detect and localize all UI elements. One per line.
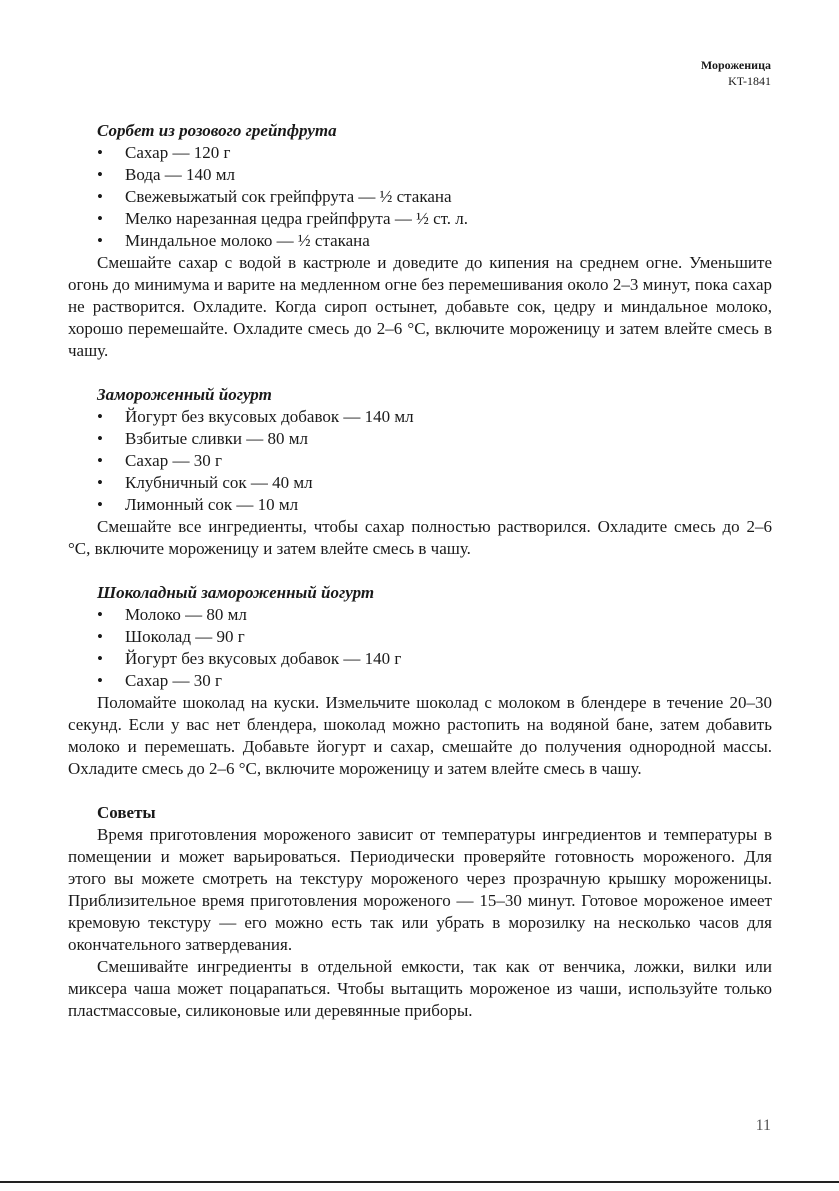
ingredient-item: • Клубничный сок — 40 мл [97,473,313,492]
ingredient-item: • Лимонный сок — 10 мл [97,495,299,514]
bullet-icon: • [97,429,103,448]
tips-paragraph: Время приготовления мороженого зависит от температуры ингредиентов и температуры в помещении и может варьироваться. Периодически проверяйте готовность мороженого. Для этого вы можете смотреть на текстуру мороженого через прозрачную крышку мороженицы. Приблизительное время приготовления мороженого — 15–30 минут. Готовое мороженое имеет кремовую текстуру — его можно есть так или убрать в морозилку на несколько часов для окончательного затвердевания. [68,825,772,954]
ingredient-item: • Мелко нарезанная цедра грейпфрута — ½ ст. л. [97,209,469,228]
recipe-title: Замороженный йогурт [97,385,272,404]
ingredient-item: • Сахар — 120 г [97,143,231,162]
tips-paragraph: Смешивайте ингредиенты в отдельной емкости, так как от венчика, ложки, вилки или миксера чаша может поцарапаться. Чтобы вытащить мороженое из чаши, используйте только пластмассовые, силиконовые или деревянные приборы. [68,957,772,1020]
bullet-icon: • [97,165,103,184]
bullet-icon: • [97,407,103,426]
tips-title: Советы [97,803,156,822]
ingredient-item: • Свежевыжатый сок грейпфрута — ½ стакана [97,187,452,206]
bullet-icon: • [97,209,103,228]
bullet-icon: • [97,187,103,206]
page-header [701,57,771,89]
bullet-icon: • [97,627,103,646]
ingredient-item: • Вода — 140 мл [97,165,236,184]
recipe-frozen-yogurt [68,384,772,560]
recipe-title: Сорбет из розового грейпфрута [97,121,337,140]
ingredient-list [68,604,772,692]
bullet-icon: • [97,671,103,690]
ingredient-item: • Молоко — 80 мл [97,605,247,624]
ingredient-list [68,406,772,516]
recipe-grapefruit-sorbet [68,120,772,362]
page-content [68,120,772,1044]
bottom-divider [0,1181,839,1183]
ingredient-item: • Шоколад — 90 г [97,627,245,646]
ingredient-item: • Йогурт без вкусовых добавок — 140 г [97,649,402,668]
ingredient-item: • Сахар — 30 г [97,451,222,470]
recipe-instructions: Поломайте шоколад на куски. Измельчите шоколад с молоком в блендере в течение 20–30 секунд. Если у вас нет блендера, шоколад можно растопить на водяной бане, затем добавить молоко и перемешать. Добавьте йогурт и сахар, смешайте до получения однородной массы. Охладите смесь до 2–6 °С, включите мороженицу и затем влейте смесь в чашу. [68,693,772,778]
bullet-icon: • [97,495,103,514]
bullet-icon: • [97,143,103,162]
ingredient-item: • Йогурт без вкусовых добавок — 140 мл [97,407,414,426]
bullet-icon: • [97,231,103,250]
tips-section [68,802,772,1022]
page-number: 11 [755,1117,771,1134]
bullet-icon: • [97,649,103,668]
bullet-icon: • [97,605,103,624]
header-model: KT-1841 [728,74,771,88]
header-title: Мороженица [700,58,771,72]
ingredient-list [68,142,772,252]
recipe-instructions: Смешайте все ингредиенты, чтобы сахар полностью растворился. Охладите смесь до 2–6 °С, включите мороженицу и затем влейте смесь в чашу. [68,517,772,558]
ingredient-item: • Миндальное молоко — ½ стакана [97,231,370,250]
ingredient-item: • Взбитые сливки — 80 мл [97,429,308,448]
ingredient-item: • Сахар — 30 г [97,671,222,690]
bullet-icon: • [97,451,103,470]
recipe-title: Шоколадный замороженный йогурт [97,583,375,602]
recipe-instructions: Смешайте сахар с водой в кастрюле и доведите до кипения на среднем огне. Уменьшите огонь до минимума и варите на медленном огне без перемешивания около 2–3 минут, пока сахар не растворится. Охладите. Когда сироп остынет, добавьте сок, цедру и миндальное молоко, хорошо перемешайте. Охладите смесь до 2–6 °С, включите мороженицу и затем влейте смесь в чашу. [68,253,772,360]
bullet-icon: • [97,473,103,492]
recipe-chocolate-frozen-yogurt [68,582,772,780]
